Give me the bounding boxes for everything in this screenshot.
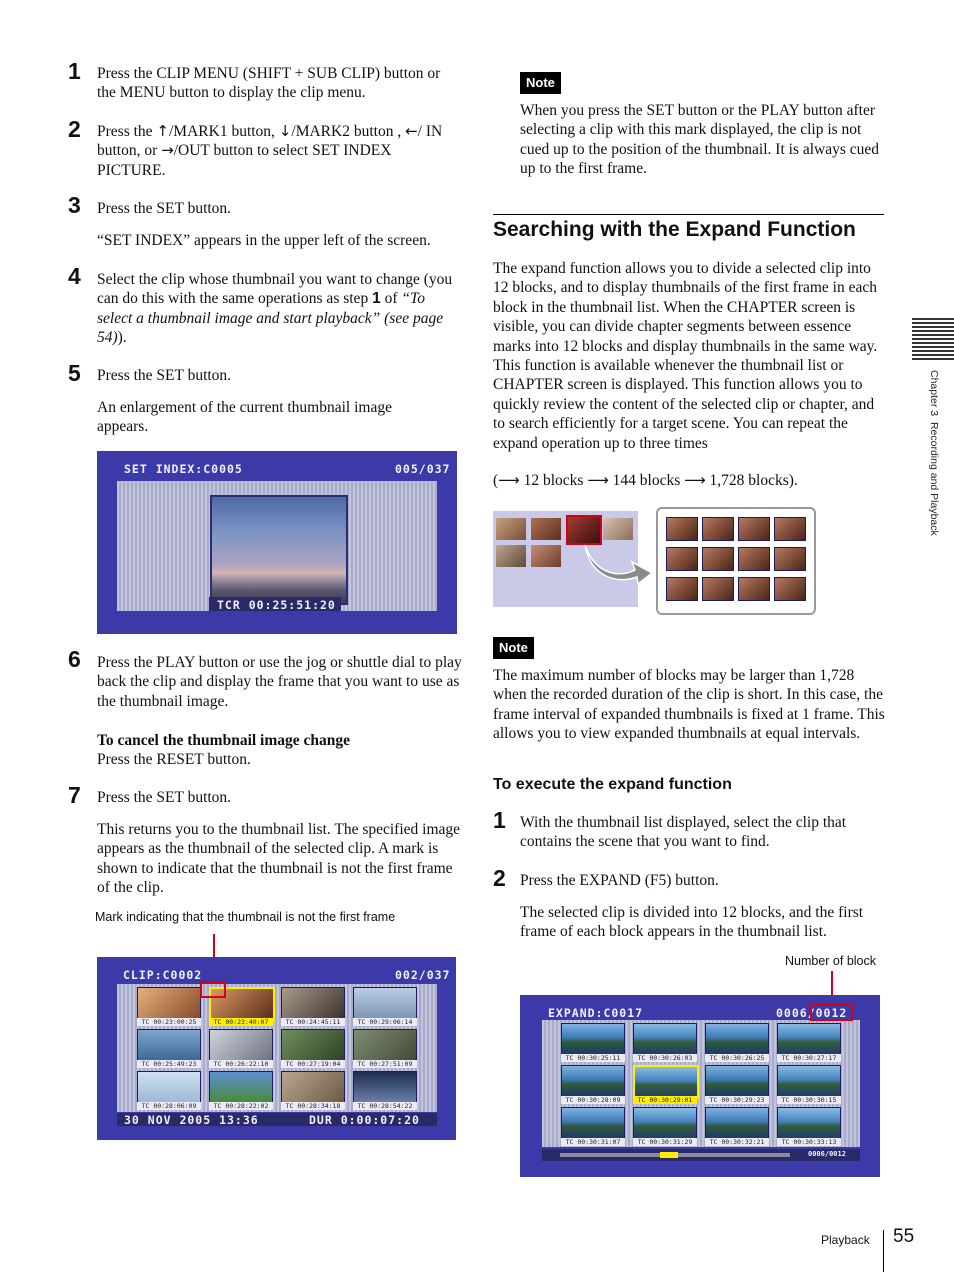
- timecode-label: TC 00:24:45:11: [281, 1018, 345, 1026]
- note-label: Note: [493, 637, 534, 659]
- thumbnail: [353, 987, 417, 1019]
- left-arrow-icon: ←: [405, 122, 418, 140]
- timecode-label: TC 00:23:00:25: [137, 1018, 201, 1026]
- section-heading: Searching with the Expand Function: [493, 218, 856, 241]
- figure-caption: Number of block: [785, 954, 877, 968]
- step-reference: 1: [372, 290, 381, 308]
- step-text: Press the SET button.: [97, 200, 232, 217]
- block-thumbnail: [702, 517, 734, 541]
- step-text: Press the CLIP MENU (SHIFT + SUB CLIP) button or the MENU button to display the clip menu.: [97, 65, 441, 102]
- step-number: 1: [493, 807, 506, 833]
- timecode-label: TC 00:26:22:10: [209, 1060, 273, 1068]
- block-counter: 0006/0012: [776, 1006, 848, 1020]
- thumbnail: [561, 1107, 625, 1139]
- tab-stripe: [912, 330, 954, 332]
- timecode-label: TC 00:30:28:09: [561, 1096, 625, 1104]
- arrow-icon: ⟶: [587, 471, 609, 489]
- footer-section: Playback: [821, 1233, 870, 1247]
- timecode-label: TC 00:30:29:23: [705, 1096, 769, 1104]
- thumbnail: [209, 1029, 273, 1061]
- thumbnail: [496, 518, 526, 540]
- timecode-label: TC 00:28:54:22: [353, 1102, 417, 1110]
- step-text: Press the EXPAND (F5) button.: [520, 872, 719, 889]
- timecode-label: TC 00:27:19:04: [281, 1060, 345, 1068]
- thumbnail: [561, 1065, 625, 1097]
- thumbnail: [353, 1029, 417, 1061]
- clip-counter: 005/037: [395, 462, 451, 476]
- arrow-icon: ⟶: [498, 471, 520, 489]
- block-thumbnail: [666, 577, 698, 601]
- timecode-label: TC 00:28:34:18: [281, 1102, 345, 1110]
- cross-reference-link[interactable]: “To select a thumbnail image and start playback” (see page 54): [97, 290, 444, 347]
- figure-caption: Mark indicating that the thumbnail is not the first frame: [95, 910, 396, 924]
- expand-arrow-icon: [580, 540, 655, 585]
- up-arrow-icon: ↑: [156, 122, 169, 140]
- tab-stripe: [912, 322, 954, 324]
- screen-title: SET INDEX:C0005: [124, 462, 243, 476]
- clip-thumbnail-screen: [97, 957, 456, 1140]
- timecode-label: TC 00:30:25:11: [561, 1054, 625, 1062]
- down-arrow-icon: ↓: [278, 122, 292, 140]
- illustration-expanded-blocks: [656, 507, 816, 615]
- block-thumbnail: [666, 517, 698, 541]
- note-text: The maximum number of blocks may be larger than 1,728 when the recorded duration of the clip is short. In this case, the frame interval of expanded thumbnails is fixed at 1 frame. This allows you to view expanded thumbnails at equal intervals.: [493, 667, 885, 743]
- block-thumbnail: [774, 547, 806, 571]
- step-subtext: This returns you to the thumbnail list. The specified image appears as the thumbnail of the selected clip. A mark is shown to indicate that the thumbnail is not the first frame of the clip.: [97, 821, 461, 897]
- step-number: 3: [68, 192, 81, 218]
- thumbnail: [281, 1029, 345, 1061]
- step-subtext: An enlargement of the current thumbnail image appears.: [97, 399, 392, 436]
- block-thumbnail: [738, 517, 770, 541]
- block-sequence: (⟶ 12 blocks ⟶ 144 blocks ⟶ 1,728 blocks).: [493, 471, 798, 489]
- thumbnail-enlargement: [210, 495, 348, 605]
- timecode-label: TC 00:29:06:14: [353, 1018, 417, 1026]
- thumbnail: [281, 987, 345, 1019]
- screen-title: EXPAND:C0017: [548, 1006, 644, 1020]
- thumbnail: [705, 1065, 769, 1097]
- tab-stripe: [912, 350, 954, 352]
- tab-stripe: [912, 354, 954, 356]
- thumbnail: [705, 1107, 769, 1139]
- block-thumbnail: [702, 547, 734, 571]
- thumbnail: [777, 1107, 841, 1139]
- block-thumbnail: [702, 577, 734, 601]
- screen-title: CLIP:C0002: [123, 968, 203, 982]
- subheading: To execute the expand function: [493, 776, 732, 793]
- timecode-label: TC 00:30:30:15: [777, 1096, 841, 1104]
- footer-divider: [883, 1230, 884, 1272]
- timecode-label: TC 00:30:27:17: [777, 1054, 841, 1062]
- recording-date: 30 NOV 2005 13:36: [124, 1113, 259, 1127]
- timecode-label: TC 00:23:40:07: [209, 1018, 273, 1026]
- block-thumbnail: [774, 517, 806, 541]
- thumbnail: [777, 1065, 841, 1097]
- step-text: Select the clip whose thumbnail you want to change (you can do this with the same operations as step 1 of “To select a thumbnail image and start playback” (see page 54)).: [97, 271, 453, 347]
- thumbnail: [353, 1071, 417, 1103]
- timecode-label: TC 00:30:26:03: [633, 1054, 697, 1062]
- thumbnail: [633, 1023, 697, 1055]
- thumbnail: [137, 1029, 201, 1061]
- thumbnail: [603, 518, 633, 540]
- step-text: Press the SET button.: [97, 367, 232, 384]
- timecode-label: TC 00:27:51:09: [353, 1060, 417, 1068]
- heading-rule: [493, 214, 884, 215]
- step-number: 4: [68, 263, 81, 289]
- tab-stripe: [912, 342, 954, 344]
- thumbnail: [209, 1071, 273, 1103]
- thumbnail: [531, 518, 561, 540]
- position-indicator: [660, 1152, 678, 1158]
- tab-stripe: [912, 358, 954, 360]
- step-number: 7: [68, 782, 81, 808]
- expand-thumbnail-screen: [520, 995, 880, 1177]
- subheading: To cancel the thumbnail image change: [97, 732, 351, 749]
- block-thumbnail: [774, 577, 806, 601]
- tab-stripe: [912, 346, 954, 348]
- block-number: 0012: [815, 1006, 848, 1020]
- arrow-icon: ⟶: [684, 471, 706, 489]
- step-number: 2: [68, 116, 81, 142]
- note-label: Note: [520, 72, 561, 94]
- step-number: 5: [68, 360, 81, 386]
- timecode-label: TC 00:28:22:02: [209, 1102, 273, 1110]
- thumbnail: [281, 1071, 345, 1103]
- tab-stripe: [912, 334, 954, 336]
- block-thumbnail: [666, 547, 698, 571]
- clip-counter: 002/037: [395, 968, 451, 982]
- note-text: When you press the SET button or the PLAY button after selecting a clip with this mark displayed, the clip is not cued up to the position of the thumbnail. It is always cued up to the first frame.: [520, 102, 880, 178]
- duration-readout: DUR 0:00:07:20: [309, 1113, 420, 1127]
- step-text: Press the PLAY button or use the jog or shuttle dial to play back the clip and display the frame that you want to use as the thumbnail image.: [97, 654, 462, 710]
- intro-paragraph: The expand function allows you to divide a selected clip into 12 blocks, and to display thumbnails of the first frame in each block in the thumbnail list. When the CHAPTER screen is visible, you can divide chapter segments between essence marks into 12 blocks and display thumbnails in the same way. This function is available whenever the thumbnail list or CHAPTER screen is displayed. This function allows you to quickly review the content of the selected clip or chapter, and to search efficiently for a target scene. You can repeat the expand operation up to three times: [493, 260, 878, 452]
- tab-stripe: [912, 318, 954, 320]
- right-arrow-icon: →: [161, 141, 174, 160]
- chapter-tab-label: Chapter 3 Recording and Playback: [928, 370, 940, 536]
- page-number: 55: [893, 1226, 915, 1247]
- timecode-label: TC 00:30:31:07: [561, 1138, 625, 1146]
- block-number-highlight-box: [810, 1004, 853, 1021]
- step-subtext: “SET INDEX” appears in the upper left of the screen.: [97, 232, 431, 249]
- thumbnail: [777, 1023, 841, 1055]
- chapter-tab: [926, 370, 940, 570]
- step-text: With the thumbnail list displayed, select the clip that contains the scene that you want to find.: [520, 814, 847, 851]
- step-number: 1: [68, 58, 81, 84]
- timecode-label: TC 00:25:49:23: [137, 1060, 201, 1068]
- timecode-label: TC 00:30:26:25: [705, 1054, 769, 1062]
- thumbnail: [531, 545, 561, 567]
- thumbnail: [496, 545, 526, 567]
- step-subtext: Press the RESET button.: [97, 751, 251, 768]
- footer-counter: 0006/0012: [808, 1150, 846, 1158]
- step-text: Press the ↑/MARK1 button, ↓/MARK2 button , ←/ IN button, or →/OUT button to select SET INDEX PICTURE.: [97, 122, 443, 179]
- timecode-label: TC 00:30:29:01: [633, 1096, 697, 1104]
- thumbnail: [137, 1071, 201, 1103]
- step-subtext: The selected clip is divided into 12 blocks, and the first frame of each block appears in the thumbnail list.: [520, 904, 864, 941]
- step-number: 6: [68, 646, 81, 672]
- chapter-tab-stripes: [912, 318, 954, 362]
- timecode-label: TC 00:30:33:13: [777, 1138, 841, 1146]
- timecode-label: TC 00:30:31:29: [633, 1138, 697, 1146]
- step-number: 2: [493, 865, 506, 891]
- thumbnail: [705, 1023, 769, 1055]
- tab-stripe: [912, 338, 954, 340]
- tab-stripe: [912, 326, 954, 328]
- step-text: Press the SET button.: [97, 789, 232, 806]
- set-index-screen: [97, 451, 457, 634]
- thumbnail: [633, 1065, 699, 1099]
- timecode-label: TC 00:28:06:09: [137, 1102, 201, 1110]
- block-thumbnail: [738, 577, 770, 601]
- block-thumbnail: [738, 547, 770, 571]
- mark-highlight-box: [200, 981, 226, 998]
- timecode-readout: TCR 00:25:51:20: [217, 598, 336, 612]
- thumbnail: [633, 1107, 697, 1139]
- thumbnail: [137, 987, 201, 1019]
- timecode-label: TC 00:30:32:21: [705, 1138, 769, 1146]
- thumbnail: [561, 1023, 625, 1055]
